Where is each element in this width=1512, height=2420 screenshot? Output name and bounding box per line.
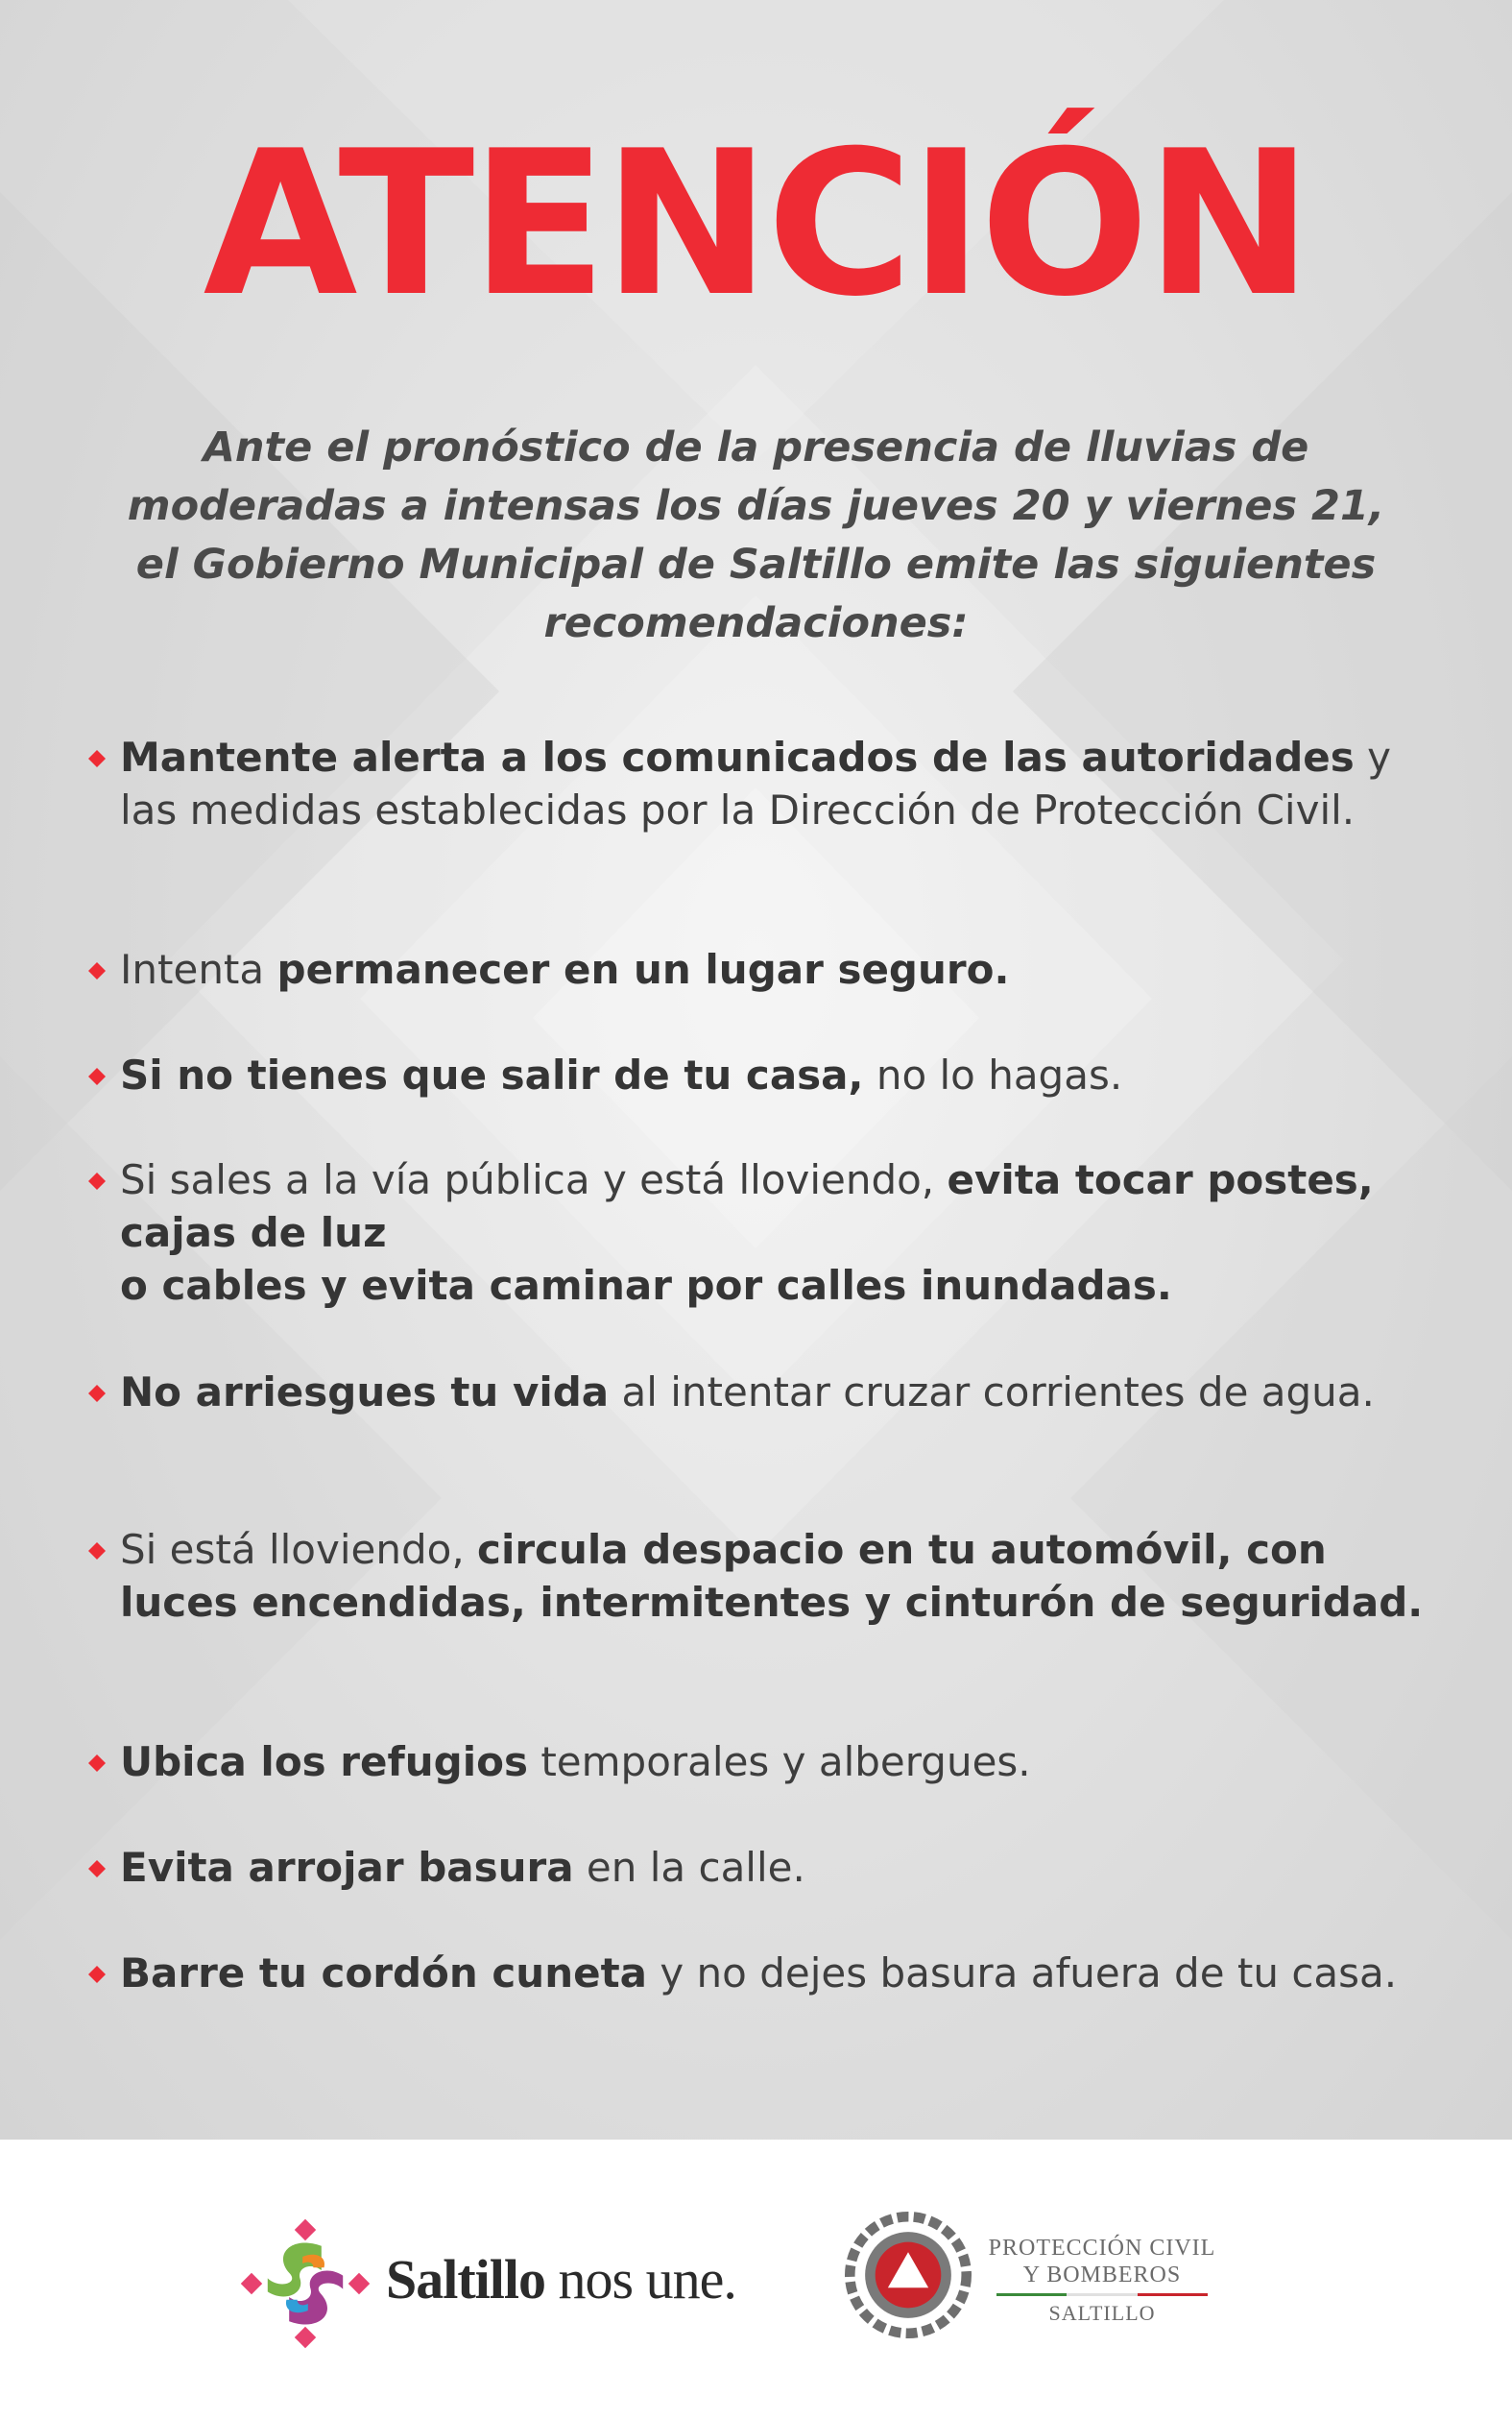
red-diamond-bullet-icon <box>88 1385 106 1402</box>
recommendation-bold: Barre tu cordón cuneta <box>120 1949 647 1996</box>
recommendation-bold: Si no tienes que salir de tu casa, <box>120 1052 864 1099</box>
recommendation-text: Si sales a la vía pública y está lloviendo, <box>120 1156 948 1203</box>
recommendation-bold: o cables y evita caminar por calles inundadas. <box>120 1262 1172 1309</box>
recommendation-item <box>88 731 1432 836</box>
recommendation-bold: permanecer en un lugar seguro. <box>276 946 1010 993</box>
red-diamond-bullet-icon <box>88 962 106 980</box>
recommendation-bold: evita tocar postes, cajas de luz <box>120 1156 1374 1256</box>
saltillo-brand-strong: Saltillo <box>386 2248 546 2311</box>
recommendation-item <box>88 1841 1432 1894</box>
recommendation-bold: Ubica los refugios <box>120 1738 528 1785</box>
saltillo-brand-text <box>386 2247 736 2311</box>
recommendation-text: Intenta <box>120 946 277 993</box>
recommendation-item <box>88 1049 1432 1101</box>
recommendation-text: en la calle. <box>573 1844 805 1891</box>
recommendation-item <box>88 1366 1432 1418</box>
tricolor-divider <box>996 2293 1208 2296</box>
proteccion-civil-seal-icon <box>845 2212 972 2338</box>
recommendation-bold: No arriesgues tu vida <box>120 1368 610 1416</box>
intro-paragraph: Ante el pronóstico de la presencia de lluvias de moderadas a intensas los días jueves 20 y viernes 21, el Gobierno Municipal de Saltillo emite las siguientes recomendaciones: <box>127 424 1385 647</box>
recommendation-text: Si está lloviendo, <box>120 1526 478 1573</box>
recommendation-item <box>88 1735 1432 1788</box>
recommendation-item <box>88 1947 1432 1999</box>
red-diamond-bullet-icon <box>88 1966 106 1983</box>
saltillo-brand-rest: nos une. <box>545 2248 736 2311</box>
recommendation-text: temporales y albergues. <box>527 1738 1031 1785</box>
recommendation-bold: Mantente alerta a los comunicados de las autoridades <box>120 734 1355 781</box>
page-title: ATENCIÓN <box>203 109 1309 341</box>
bomberos-label: Y BOMBEROS <box>1022 2263 1182 2287</box>
recommendation-text: no lo hagas. <box>863 1052 1123 1099</box>
red-diamond-bullet-icon <box>88 1068 106 1085</box>
saltillo-logo-icon <box>238 2216 372 2351</box>
recommendation-item <box>88 1523 1432 1629</box>
recommendation-bold: circula despacio en tu automóvil, con luces encendidas, intermitentes y cinturón de seguridad. <box>120 1526 1424 1626</box>
saltillo-label: SALTILLO <box>1048 2301 1156 2325</box>
red-diamond-bullet-icon <box>88 1542 106 1560</box>
proteccion-civil-label: PROTECCIÓN CIVIL <box>988 2236 1216 2261</box>
red-diamond-bullet-icon <box>88 1173 106 1190</box>
footer <box>0 2140 1512 2420</box>
recommendation-item <box>88 943 1432 996</box>
recommendation-text: y las medidas establecidas por la Dirección de Protección Civil. <box>120 734 1391 834</box>
red-diamond-bullet-icon <box>88 1754 106 1772</box>
red-diamond-bullet-icon <box>88 1860 106 1877</box>
recommendation-item <box>88 1153 1432 1312</box>
red-diamond-bullet-icon <box>88 750 106 767</box>
recommendation-bold: Evita arrojar basura <box>120 1844 574 1891</box>
recommendation-text: y no dejes basura afuera de tu casa. <box>647 1949 1398 1996</box>
recommendation-text: al intentar cruzar corrientes de agua. <box>609 1368 1375 1416</box>
